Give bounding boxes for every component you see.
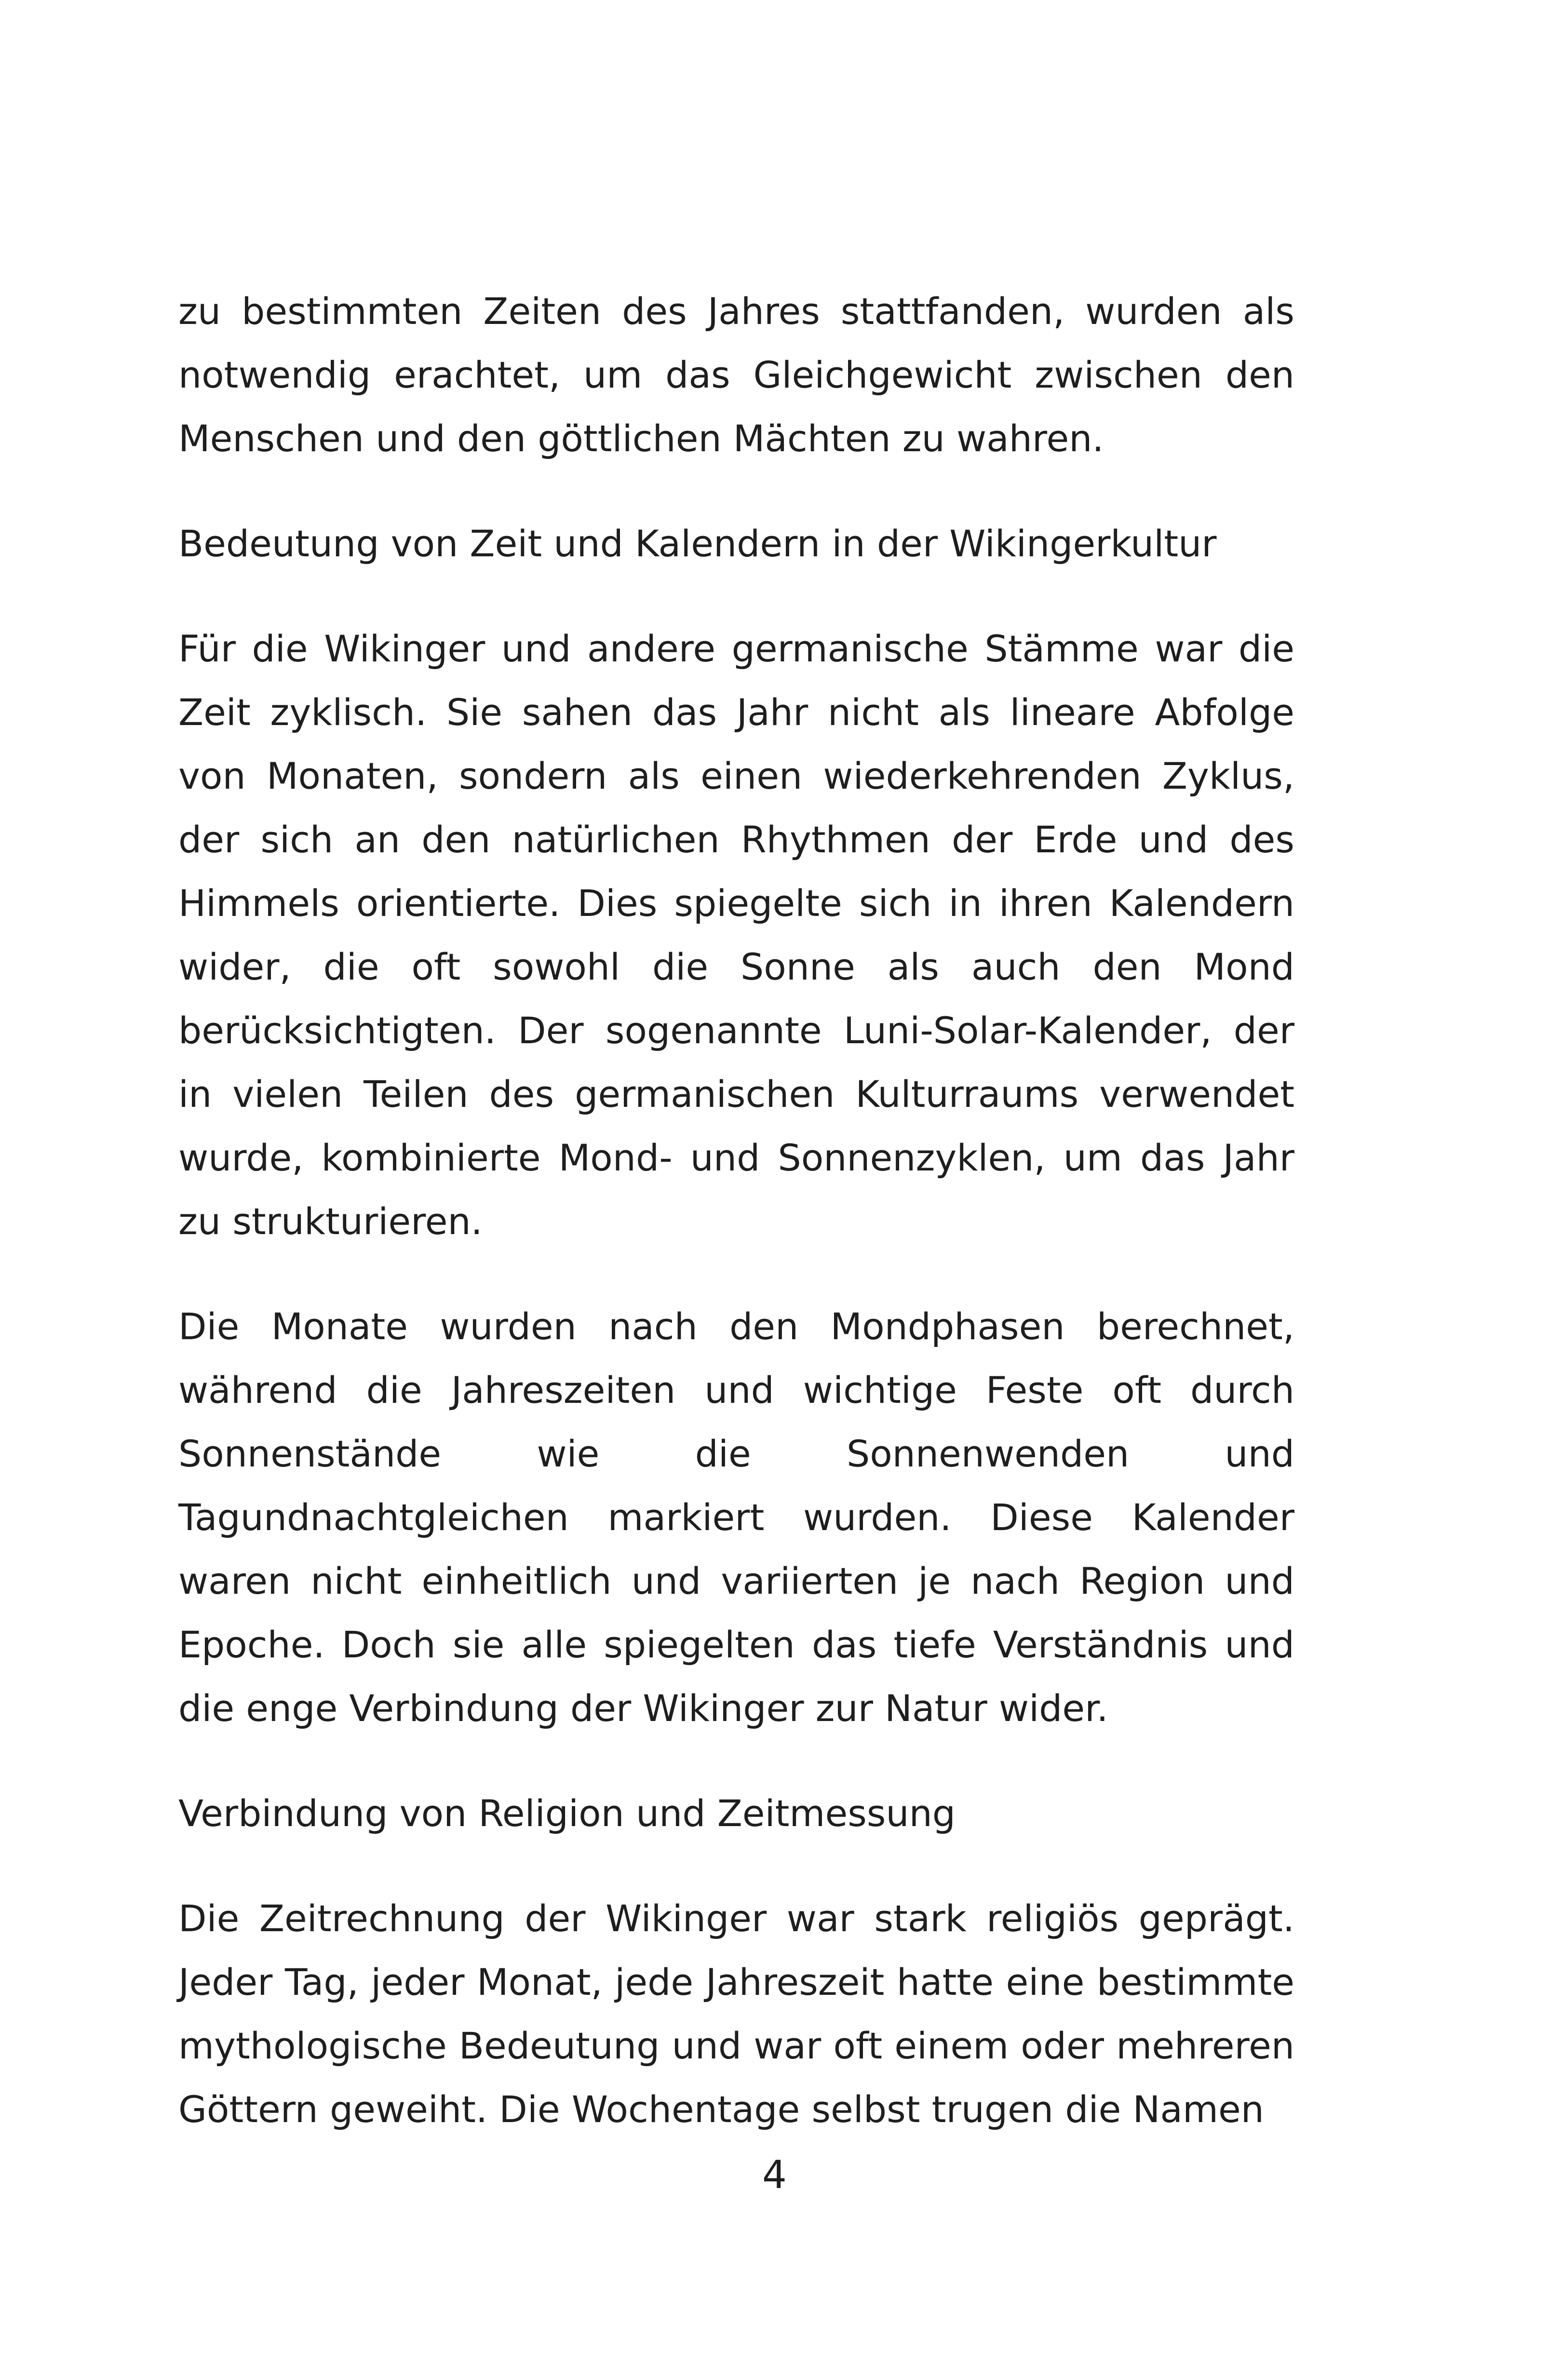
page-number: 4 xyxy=(762,2152,787,2197)
body-paragraph: Die Monate wurden nach den Mondphasen berechnet, während die Jahreszeiten und wichtige Feste oft durch Sonnenstände wie die Sonnenwenden und Tagundnachtgleichen markiert wurden. Diese Kalender waren nicht einheitlich und variierten je nach Region und Epoche. Doch sie alle spiegelten das tiefe Verständnis und die enge Verbindung der Wikinger zur Natur wider. xyxy=(178,1305,1294,1730)
body-paragraph: Für die Wikinger und andere germanische Stämme war die Zeit zyklisch. Sie sahen das Jahr nicht als lineare Abfolge von Monaten, sondern als einen wiederkehrenden Zyklus, der sich an den natürlichen Rhythmen der Erde und des Himmels orientierte. Dies spiegelte sich in ihren Kalendern wider, die oft sowohl die Sonne als auch den Mond berücksichtigten. Der sogenannte Luni-Solar-Kalender, der in vielen Teilen des germanischen Kulturraums verwendet wurde, kombinierte Mond- und Sonnenzyklen, um das Jahr zu strukturieren. xyxy=(178,627,1294,1243)
section-heading: Verbindung von Religion und Zeitmessung xyxy=(178,1792,956,1835)
body-paragraph: zu bestimmten Zeiten des Jahres stattfanden, wurden als notwendig erachtet, um das Gleichgewicht zwischen den Menschen und den göttlichen Mächten zu wahren. xyxy=(178,290,1294,460)
section-heading: Bedeutung von Zeit und Kalendern in der Wikingerkultur xyxy=(178,522,1217,565)
body-paragraph: Die Zeitrechnung der Wikinger war stark religiös geprägt. Jeder Tag, jeder Monat, jede Jahreszeit hatte eine bestimmte mythologische Bedeutung und war oft einem oder mehreren Göttern geweiht. Die Wochentage selbst trugen die Namen xyxy=(178,1897,1294,2131)
page-content xyxy=(178,280,1294,2183)
